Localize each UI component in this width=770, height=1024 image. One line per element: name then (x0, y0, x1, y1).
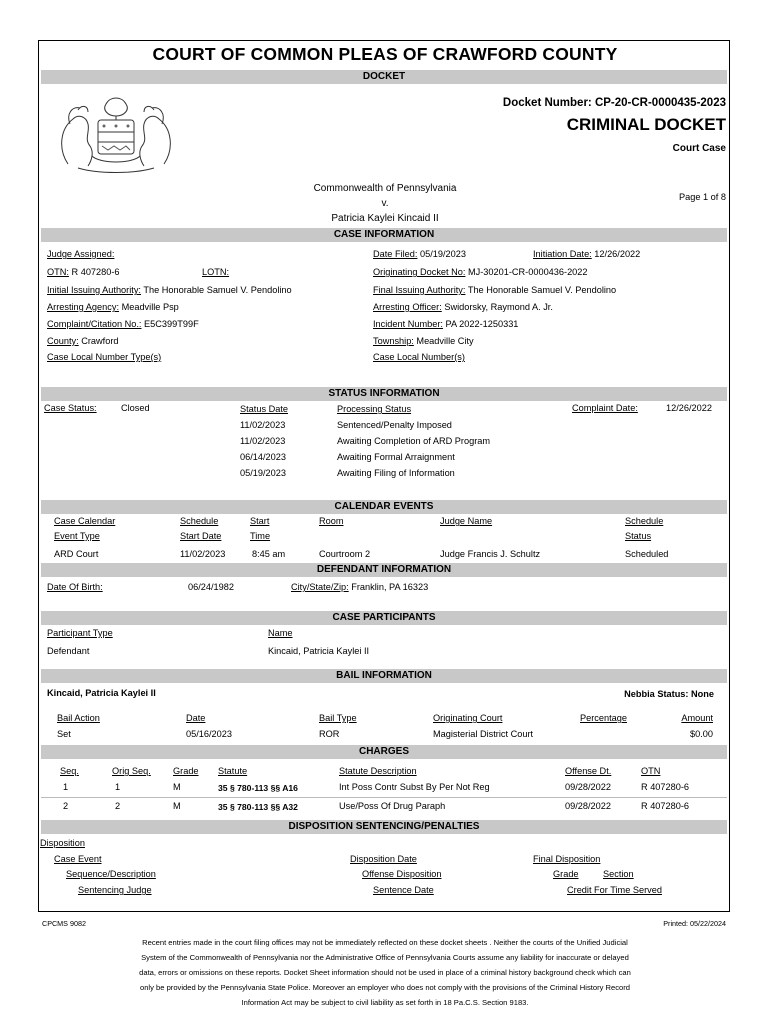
disp-label: Disposition (40, 838, 85, 848)
final-authority-label: Final Issuing Authority: (373, 285, 466, 295)
initiation-date-row (533, 249, 640, 259)
caption-line2: v. (381, 198, 389, 209)
bail-amount: $0.00 (690, 729, 713, 739)
township-label: Township: (373, 336, 414, 346)
date-filed-label: Date Filed: (373, 249, 418, 259)
city: Franklin, PA 16323 (351, 582, 429, 592)
cal-event: ARD Court (54, 549, 99, 559)
disp-case-event: Case Event (54, 854, 102, 864)
initiation-date-label: Initiation Date: (533, 249, 592, 259)
county-label: County: (47, 336, 79, 346)
bail-court: Magisterial District Court (433, 729, 534, 739)
caption-line1: Commonwealth of Pennsylvania (313, 183, 457, 194)
calendar-bar: CALENDAR EVENTS (41, 500, 727, 514)
participant-type-label: Participant Type (47, 628, 113, 638)
arresting-officer-label: Arresting Officer: (373, 302, 442, 312)
court-title: COURT OF COMMON PLEAS OF CRAWFORD COUNTY (152, 44, 618, 64)
judge-assigned-label: Judge Assigned: (47, 249, 115, 259)
cal-h-sched1: Schedule (180, 516, 219, 526)
orig-docket: MJ-30201-CR-0000436-2022 (468, 267, 588, 277)
township: Meadville City (416, 336, 474, 346)
disp-final: Final Disposition (533, 854, 601, 864)
complaint-date: 12/26/2022 (666, 403, 712, 413)
bail-person: Kincaid, Patricia Kaylei II (47, 688, 156, 698)
disclaimer-line: Recent entries made in the court filing offices may not be immediately reflected on these docket sheets . Neither the courts of the Unified Judicial (142, 938, 628, 947)
status-date: 05/19/2023 (240, 468, 286, 478)
disp-sentence-date: Sentence Date (373, 885, 434, 895)
cal-room: Courtroom 2 (319, 549, 371, 559)
disclaimer-line: System of the Commonwealth of Pennsylvania nor the Administrative Office of Pennsylvania Courts assume any liability for inaccurate or delayed (141, 953, 629, 962)
cal-h-status1: Schedule (625, 516, 664, 526)
local-number-label: Case Local Number(s) (373, 352, 465, 362)
participant-name: Kincaid, Patricia Kaylei II (268, 646, 370, 656)
bail-action: Set (57, 729, 71, 739)
ch-otn: R 407280-6 (641, 801, 690, 811)
cal-judge: Judge Francis J. Schultz (440, 549, 541, 559)
arresting-agency-row (47, 302, 179, 312)
ch-statute: 35 § 780-113 §§ A16 (218, 783, 298, 793)
arresting-officer: Swidorsky, Raymond A. Jr. (444, 302, 553, 312)
bail-date: 05/16/2023 (186, 729, 232, 739)
ch-h-otn: OTN (641, 766, 661, 776)
status-date: 11/02/2023 (240, 436, 286, 446)
status-info-bar: STATUS INFORMATION (41, 387, 727, 401)
status-date: 11/02/2023 (240, 420, 286, 430)
arresting-agency-label: Arresting Agency: (47, 302, 120, 312)
arresting-agency: Meadville Psp (121, 302, 179, 312)
incident-row (373, 319, 518, 329)
final-authority: The Honorable Samuel V. Pendolino (467, 285, 617, 295)
city-row (291, 582, 428, 592)
ch-grade: M (173, 801, 181, 811)
lotn-label: LOTN: (202, 267, 230, 277)
cal-h-sched2: Start Date (180, 531, 222, 541)
dob: 06/24/1982 (188, 582, 234, 592)
processing-status-label: Processing Status (337, 404, 412, 414)
docket-number: Docket Number: CP-20-CR-0000435-2023 (502, 97, 726, 109)
cal-start-date: 11/02/2023 (180, 549, 226, 559)
nebbia-status: Nebbia Status: None (624, 689, 714, 699)
bail-h-date: Date (186, 713, 206, 723)
cal-start-time: 8:45 am (252, 549, 286, 559)
otn-label: OTN: (47, 267, 69, 277)
participant-name-label: Name (268, 628, 293, 638)
docket-bar: DOCKET (41, 70, 727, 84)
ch-seq: 2 (63, 801, 69, 811)
disp-grade: Grade (553, 869, 579, 879)
ch-h-desc: Statute Description (339, 766, 417, 776)
local-type-label: Case Local Number Type(s) (47, 352, 162, 362)
charge-divider (41, 797, 727, 798)
cal-h-status2: Status (625, 531, 652, 541)
initial-authority-row (47, 285, 292, 295)
initial-authority: The Honorable Samuel V. Pendolino (143, 285, 292, 295)
complaint-date-label: Complaint Date: (572, 403, 638, 413)
complaint-label: Complaint/Citation No.: (47, 319, 142, 329)
cal-h-event1: Case Calendar (54, 516, 116, 526)
ch-grade: M (173, 782, 181, 792)
ch-h-orig: Orig Seq. (112, 766, 151, 776)
disclaimer (80, 935, 690, 1010)
status-date: 06/14/2023 (240, 452, 286, 462)
complaint-row (47, 319, 199, 329)
ch-h-grade: Grade (173, 766, 199, 776)
township-row (373, 336, 474, 346)
bail-h-amount: Amount (681, 713, 713, 723)
disp-seq-desc: Sequence/Description (66, 869, 156, 879)
case-info-bar: CASE INFORMATION (41, 228, 727, 242)
otn-row (47, 267, 120, 277)
processing-status: Awaiting Filing of Information (337, 468, 455, 478)
ch-orig: 2 (115, 801, 121, 811)
processing-status: Awaiting Formal Arraignment (337, 452, 455, 462)
participants-bar: CASE PARTICIPANTS (41, 611, 727, 625)
disp-section: Section (603, 869, 634, 879)
date-filed: 05/19/2023 (420, 249, 466, 259)
arresting-officer-row (373, 302, 553, 312)
ch-h-statute: Statute (218, 766, 248, 776)
ch-h-seq: Seq. (60, 766, 79, 776)
disp-sentencing-judge: Sentencing Judge (78, 885, 152, 895)
otn-value: R 407280-6 (71, 267, 120, 277)
bail-h-type: Bail Type (319, 713, 357, 723)
final-authority-row (373, 285, 616, 295)
incident-label: Incident Number: (373, 319, 443, 329)
seal-icon (48, 94, 184, 176)
bail-h-action: Bail Action (57, 713, 100, 723)
ch-h-offense: Offense Dt. (565, 766, 612, 776)
ch-desc: Int Poss Contr Subst By Per Not Reg (339, 782, 490, 792)
cal-status: Scheduled (625, 549, 669, 559)
disclaimer-line: data, errors or omissions on these reports. Docket Sheet information should not be used in place of a criminal history background check which can (139, 968, 631, 977)
ch-orig: 1 (115, 782, 121, 792)
ch-seq: 1 (63, 782, 69, 792)
page-indicator: Page 1 of 8 (679, 192, 726, 202)
court-case: Court Case (672, 143, 726, 154)
defendant-bar: DEFENDANT INFORMATION (41, 563, 727, 577)
disp-credit: Credit For Time Served (567, 885, 662, 895)
case-status-label: Case Status: (44, 403, 97, 413)
ch-offense: 09/28/2022 (565, 782, 611, 792)
form-number: CPCMS 9082 (42, 919, 86, 928)
orig-docket-row (373, 267, 588, 277)
bail-h-pct: Percentage (580, 713, 627, 723)
bail-h-court: Originating Court (433, 713, 503, 723)
disclaimer-line: Information Act may be subject to civil liability as set forth in 18 Pa.C.S. Section 9183. (241, 998, 529, 1007)
cal-h-start2: Time (250, 531, 271, 541)
participant-type: Defendant (47, 646, 90, 656)
caption-line3: Patricia Kaylei Kincaid II (331, 213, 439, 224)
ch-offense: 09/28/2022 (565, 801, 611, 811)
ch-statute: 35 § 780-113 §§ A32 (218, 802, 298, 812)
disposition-bar: DISPOSITION SENTENCING/PENALTIES (41, 820, 727, 834)
processing-status: Awaiting Completion of ARD Program (337, 436, 491, 446)
bail-bar: BAIL INFORMATION (41, 669, 727, 683)
docket-type: CRIMINAL DOCKET (566, 115, 726, 134)
disp-date: Disposition Date (350, 854, 417, 864)
dob-label: Date Of Birth: (47, 582, 103, 592)
status-date-label: Status Date (240, 404, 289, 414)
incident-number: PA 2022-1250331 (445, 319, 519, 329)
cal-h-event2: Event Type (54, 531, 100, 541)
charges-bar: CHARGES (41, 745, 727, 759)
city-label: City/State/Zip: (291, 582, 349, 592)
initiation-date: 12/26/2022 (594, 249, 641, 259)
cal-h-judge: Judge Name (440, 516, 493, 526)
disclaimer-line: only be provided by the Pennsylvania State Police. Moreover an employer who does not comply with the provisions of the Criminal History Record (139, 983, 631, 992)
disp-offense: Offense Disposition (362, 869, 442, 879)
processing-status: Sentenced/Penalty Imposed (337, 420, 452, 430)
bail-type: ROR (319, 729, 340, 739)
cal-h-room: Room (319, 516, 344, 526)
printed-date: Printed: 05/22/2024 (663, 919, 726, 928)
initial-authority-label: Initial Issuing Authority: (47, 285, 141, 295)
county-row (47, 336, 119, 346)
ch-otn: R 407280-6 (641, 782, 690, 792)
complaint-number: E5C399T99F (144, 319, 199, 329)
date-filed-row (373, 249, 466, 259)
orig-docket-label: Originating Docket No: (373, 267, 466, 277)
case-status: Closed (121, 403, 150, 413)
cal-h-start1: Start (250, 516, 270, 526)
ch-desc: Use/Poss Of Drug Paraph (339, 801, 446, 811)
county: Crawford (81, 336, 119, 346)
